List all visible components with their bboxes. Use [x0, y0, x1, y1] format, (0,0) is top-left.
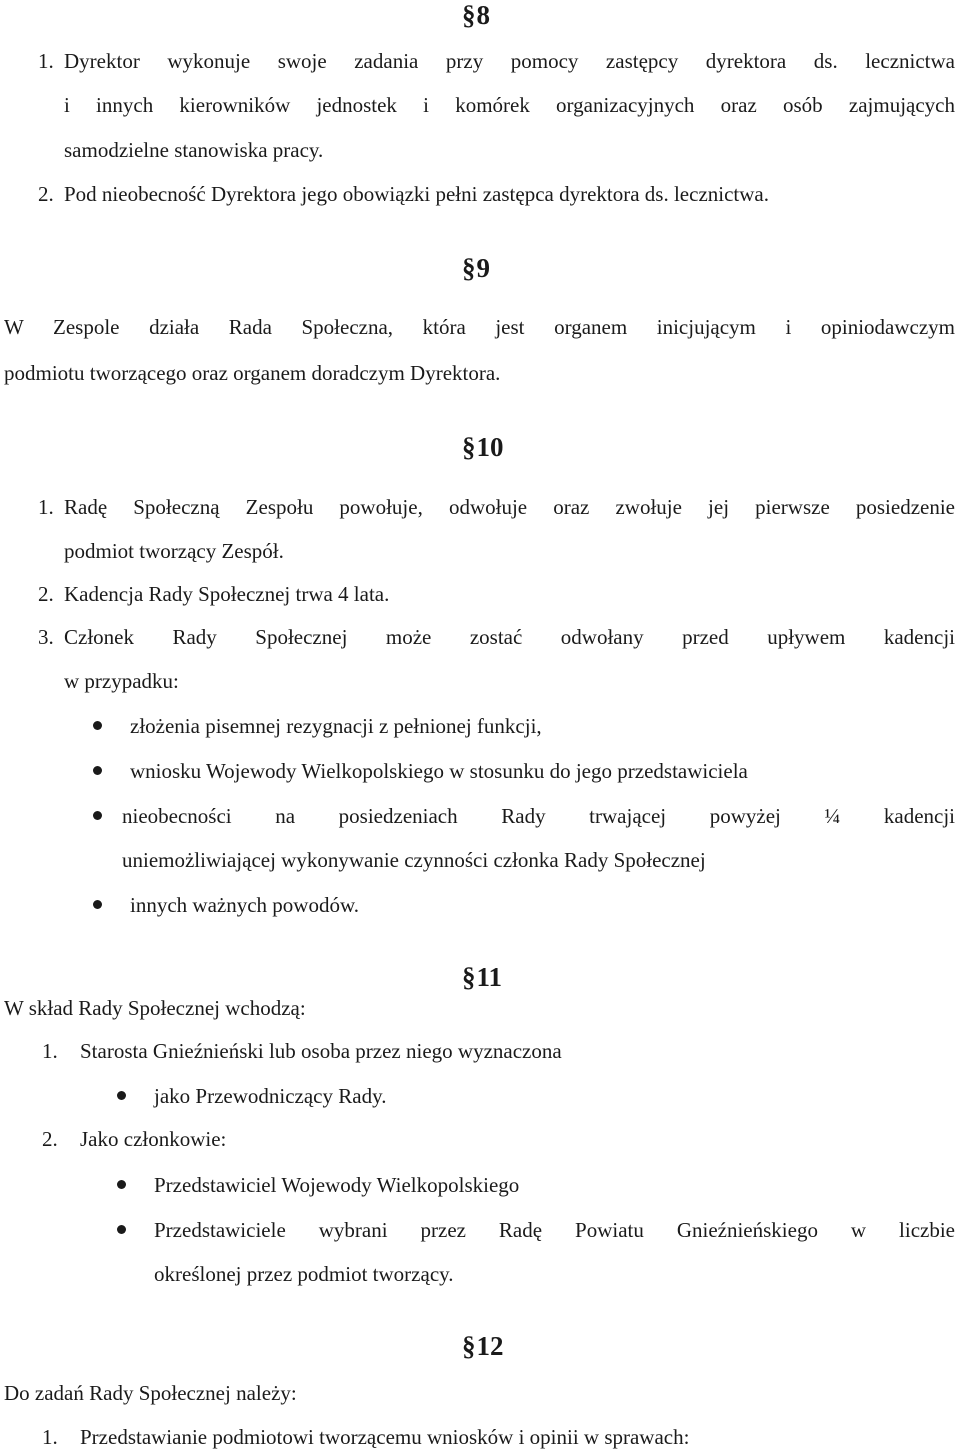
bullet-item: wniosku Wojewody Wielkopolskiego w stosunku do jego przedstawiciela: [130, 759, 748, 783]
section-8-heading: §8: [462, 0, 490, 30]
paragraph-line: Przedstawianie podmiotowi tworzącemu wniosków i opinii w sprawach:: [80, 1425, 690, 1449]
bullet-item: innych ważnych powodów.: [130, 893, 360, 917]
list-number: 1.: [38, 495, 54, 519]
paragraph-line: Do zadań Rady Społecznej należy:: [4, 1381, 297, 1405]
section-12-heading: §12: [462, 1331, 504, 1361]
bullet-item: jako Przewodniczący Rady.: [154, 1084, 387, 1108]
list-number: 3.: [38, 625, 54, 649]
paragraph-line: Pod nieobecność Dyrektora jego obowiązki pełni zastępca dyrektora ds. lecznictwa.: [64, 182, 769, 206]
paragraph-line: Kadencja Rady Społecznej trwa 4 lata.: [64, 582, 390, 606]
list-number: 1.: [42, 1039, 58, 1063]
bullet-icon: [117, 1225, 126, 1234]
paragraph-line: samodzielne stanowiska pracy.: [64, 138, 324, 162]
bullet-item: złożenia pisemnej rezygnacji z pełnionej funkcji,: [130, 714, 542, 738]
bullet-item-continuation: określonej przez podmiot tworzący.: [154, 1262, 454, 1286]
bullet-item: nieobecności na posiedzeniach Rady trwającej powyżej ¼ kadencji: [122, 804, 955, 828]
bullet-icon: [93, 900, 102, 909]
bullet-item: Przedstawiciel Wojewody Wielkopolskiego: [154, 1173, 520, 1197]
paragraph-line: Radę Społeczną Zespołu powołuje, odwołuje oraz zwołuje jej pierwsze posiedzenie: [64, 495, 955, 519]
bullet-icon: [93, 811, 102, 820]
paragraph-line: podmiotu tworzącego oraz organem doradczym Dyrektora.: [4, 361, 501, 385]
paragraph-line: W skład Rady Społecznej wchodzą:: [4, 996, 306, 1020]
paragraph-line: Członek Rady Społecznej może zostać odwołany przed upływem kadencji: [64, 625, 955, 649]
bullet-item: Przedstawiciele wybrani przez Radę Powiatu Gnieźnieńskiego w liczbie: [154, 1218, 955, 1242]
paragraph-line: Dyrektor wykonuje swoje zadania przy pomocy zastępcy dyrektora ds. lecznictwa: [64, 49, 955, 73]
list-number: 1.: [38, 49, 54, 73]
paragraph-line: W Zespole działa Rada Społeczna, która jest organem inicjującym i opiniodawczym: [4, 315, 955, 339]
section-9-heading: §9: [462, 253, 490, 283]
section-11-heading: §11: [462, 962, 503, 992]
list-number: 2.: [38, 582, 54, 606]
list-number: 1.: [42, 1425, 58, 1449]
bullet-icon: [93, 766, 102, 775]
bullet-item-continuation: uniemożliwiającej wykonywanie czynności członka Rady Społecznej: [122, 848, 706, 872]
paragraph-line: w przypadku:: [64, 669, 179, 693]
paragraph-line: i innych kierowników jednostek i komórek organizacyjnych oraz osób zajmujących: [64, 93, 955, 117]
list-number: 2.: [42, 1127, 58, 1151]
paragraph-line: Jako członkowie:: [80, 1127, 227, 1151]
paragraph-line: podmiot tworzący Zespół.: [64, 539, 284, 563]
section-10-heading: §10: [462, 432, 504, 462]
bullet-icon: [93, 721, 102, 730]
list-number: 2.: [38, 182, 54, 206]
bullet-icon: [117, 1180, 126, 1189]
bullet-icon: [117, 1091, 126, 1100]
paragraph-line: Starosta Gnieźnieński lub osoba przez niego wyznaczona: [80, 1039, 562, 1063]
